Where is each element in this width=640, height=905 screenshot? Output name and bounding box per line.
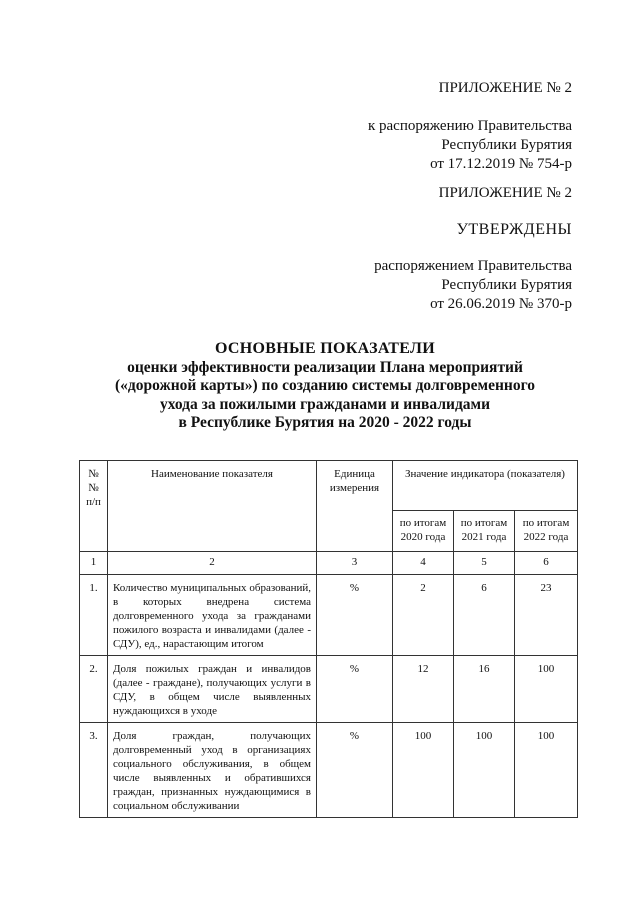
- document-title: [60, 340, 590, 433]
- row-number: 2.: [80, 656, 108, 723]
- row-number: 1.: [80, 575, 108, 656]
- title-line: в Республике Бурятия на 2020 - 2022 годы: [178, 414, 472, 431]
- value-2020: 12: [393, 656, 454, 723]
- title-line: оценки эффективности реализации Плана мероприятий: [127, 358, 523, 376]
- column-number: 4: [393, 552, 454, 575]
- header-number: №№ п/п: [80, 461, 108, 552]
- value-2020: 2: [393, 575, 454, 656]
- title-line: ОСНОВНЫЕ ПОКАЗАТЕЛИ: [214, 340, 436, 357]
- unit: %: [317, 656, 393, 723]
- annex-number-original: ПРИЛОЖЕНИЕ № 2: [438, 185, 572, 201]
- column-numbers-row: [80, 552, 578, 575]
- value-2021: 100: [454, 723, 515, 818]
- order-line: Республики Бурятия: [441, 137, 572, 153]
- column-number: 3: [317, 552, 393, 575]
- column-number: 1: [80, 552, 108, 575]
- value-2022: 23: [515, 575, 578, 656]
- value-2020: 100: [393, 723, 454, 818]
- table-header-row: [80, 461, 578, 511]
- indicators-table: [79, 460, 578, 818]
- indicator-name: Доля пожилых граждан и инвалидов (далее - граждане), получающих услуги в СДУ, в общем числе выявленных нуждающихся в уходе: [108, 656, 317, 723]
- header-year-2022: по итогам 2022 года: [515, 511, 578, 552]
- unit: %: [317, 723, 393, 818]
- order-line: распоряжением Правительства: [374, 258, 572, 274]
- table-row: [80, 575, 578, 656]
- value-2022: 100: [515, 723, 578, 818]
- title-line: («дорожной карты») по созданию системы долговременного: [114, 377, 536, 394]
- value-2021: 6: [454, 575, 515, 656]
- header-indicator-value: Значение индикатора (показателя): [393, 461, 578, 511]
- approved-label: УТВЕРЖДЕНЫ: [456, 221, 572, 238]
- order-line: от 26.06.2019 № 370-р: [430, 296, 572, 312]
- unit: %: [317, 575, 393, 656]
- header-year-2021: по итогам 2021 года: [454, 511, 515, 552]
- header-unit: Единица измерения: [317, 461, 393, 552]
- indicator-name: Количество муниципальных образований, в которых внедрена система долговременного ухода за гражданами пожилого возраста и инвалидами (далее - СДУ), ед., нарастающим итогом: [108, 575, 317, 656]
- column-number: 6: [515, 552, 578, 575]
- title-line: ухода за пожилыми гражданами и инвалидами: [159, 395, 491, 413]
- indicator-name: Доля граждан, получающих долговременный уход в организациях социального обслуживания, в общем числе выявленных и обратившихся граждан, признанных нуждающимися в социальном обслуживании: [108, 723, 317, 818]
- original-order-reference: [374, 257, 572, 314]
- annex-number: ПРИЛОЖЕНИЕ № 2: [438, 80, 572, 96]
- order-line: Республики Бурятия: [441, 277, 572, 293]
- header-indicator-name: Наименование показателя: [108, 461, 317, 552]
- header-year-2020: по итогам 2020 года: [393, 511, 454, 552]
- order-line: от 17.12.2019 № 754-р: [430, 156, 572, 172]
- column-number: 2: [108, 552, 317, 575]
- row-number: 3.: [80, 723, 108, 818]
- value-2022: 100: [515, 656, 578, 723]
- value-2021: 16: [454, 656, 515, 723]
- order-line: к распоряжению Правительства: [367, 118, 572, 134]
- table-row: [80, 723, 578, 818]
- table-row: [80, 656, 578, 723]
- column-number: 5: [454, 552, 515, 575]
- amendment-order-reference: [368, 117, 572, 174]
